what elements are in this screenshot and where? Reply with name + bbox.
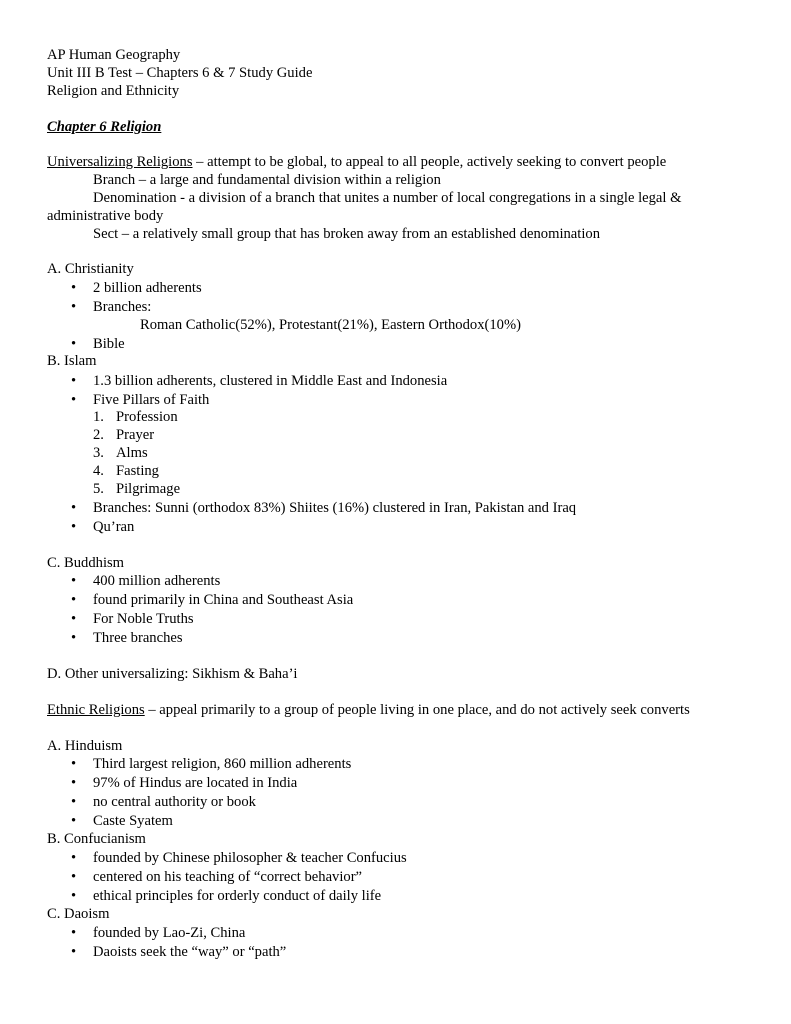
list-item: • Caste Syatem bbox=[93, 812, 173, 830]
list-item: • founded by Lao-Zi, China bbox=[93, 924, 245, 942]
list-item: • founded by Chinese philosopher & teacher Confucius bbox=[93, 849, 407, 867]
pillar-number: 2. bbox=[93, 427, 104, 443]
pillar-number: 5. bbox=[93, 481, 104, 497]
universalizing-definition bbox=[47, 153, 666, 171]
universalizing-term: Universalizing Religions bbox=[47, 154, 193, 170]
pillar-item bbox=[93, 408, 178, 426]
pillar-text: Alms bbox=[116, 445, 148, 461]
list-item: • Bible bbox=[93, 335, 125, 353]
christianity-heading: A. Christianity bbox=[47, 261, 134, 277]
unit-title: Unit III B Test – Chapters 6 & 7 Study Guide bbox=[47, 65, 313, 81]
pillar-text: Profession bbox=[116, 409, 178, 425]
pillar-item bbox=[93, 426, 154, 444]
course-title: AP Human Geography bbox=[47, 47, 181, 63]
pillar-item bbox=[93, 480, 180, 498]
islam-heading: B. Islam bbox=[47, 353, 97, 369]
list-item: • ethical principles for orderly conduct of daily life bbox=[93, 887, 381, 905]
pillar-text: Pilgrimage bbox=[116, 481, 181, 497]
ethnic-definition-text: – appeal primarily to a group of people living in one place, and do not actively seek converts bbox=[144, 702, 690, 718]
buddhism-heading: C. Buddhism bbox=[47, 555, 125, 571]
sect-definition: Sect – a relatively small group that has broken away from an established denomination bbox=[93, 226, 600, 242]
list-item: • Branches: bbox=[93, 298, 151, 316]
chapter-heading: Chapter 6 Religion bbox=[47, 119, 162, 135]
pillar-item bbox=[93, 444, 148, 462]
ethnic-definition bbox=[47, 701, 690, 719]
list-item: • 1.3 billion adherents, clustered in Middle East and Indonesia bbox=[93, 372, 447, 390]
list-item: • Qu’ran bbox=[93, 518, 134, 536]
daoism-heading: C. Daoism bbox=[47, 906, 110, 922]
pillar-item bbox=[93, 462, 159, 480]
pillar-number: 4. bbox=[93, 463, 104, 479]
list-item: • 2 billion adherents bbox=[93, 279, 202, 297]
ethnic-term: Ethnic Religions bbox=[47, 702, 145, 718]
list-item: • Daoists seek the “way” or “path” bbox=[93, 943, 286, 961]
universalizing-definition-text: – attempt to be global, to appeal to all people, actively seeking to convert people bbox=[192, 154, 667, 170]
list-item: • For Noble Truths bbox=[93, 610, 194, 628]
list-item: • no central authority or book bbox=[93, 793, 256, 811]
denomination-definition: Denomination - a division of a branch that unites a number of local congregations in a single legal & bbox=[93, 190, 682, 206]
christianity-branches: Roman Catholic(52%), Protestant(21%), Eastern Orthodox(10%) bbox=[140, 317, 521, 333]
list-item: • 97% of Hindus are located in India bbox=[93, 774, 297, 792]
list-item: • found primarily in China and Southeast Asia bbox=[93, 591, 353, 609]
list-item: • centered on his teaching of “correct behavior” bbox=[93, 868, 362, 886]
list-item: • 400 million adherents bbox=[93, 572, 220, 590]
confucianism-heading: B. Confucianism bbox=[47, 831, 146, 847]
list-item: • Third largest religion, 860 million adherents bbox=[93, 755, 351, 773]
other-universalizing: D. Other universalizing: Sikhism & Baha’i bbox=[47, 666, 298, 682]
denomination-definition-cont: administrative body bbox=[47, 208, 164, 224]
branch-definition: Branch – a large and fundamental division within a religion bbox=[93, 172, 441, 188]
list-item: • Three branches bbox=[93, 629, 183, 647]
list-item: • Five Pillars of Faith bbox=[93, 391, 209, 409]
list-item: • Branches: Sunni (orthodox 83%) Shiites (16%) clustered in Iran, Pakistan and Iraq bbox=[93, 499, 576, 517]
pillar-number: 1. bbox=[93, 409, 104, 425]
pillar-text: Prayer bbox=[116, 427, 155, 443]
pillar-text: Fasting bbox=[116, 463, 159, 479]
topic-title: Religion and Ethnicity bbox=[47, 83, 180, 99]
pillar-number: 3. bbox=[93, 445, 104, 461]
hinduism-heading: A. Hinduism bbox=[47, 738, 123, 754]
